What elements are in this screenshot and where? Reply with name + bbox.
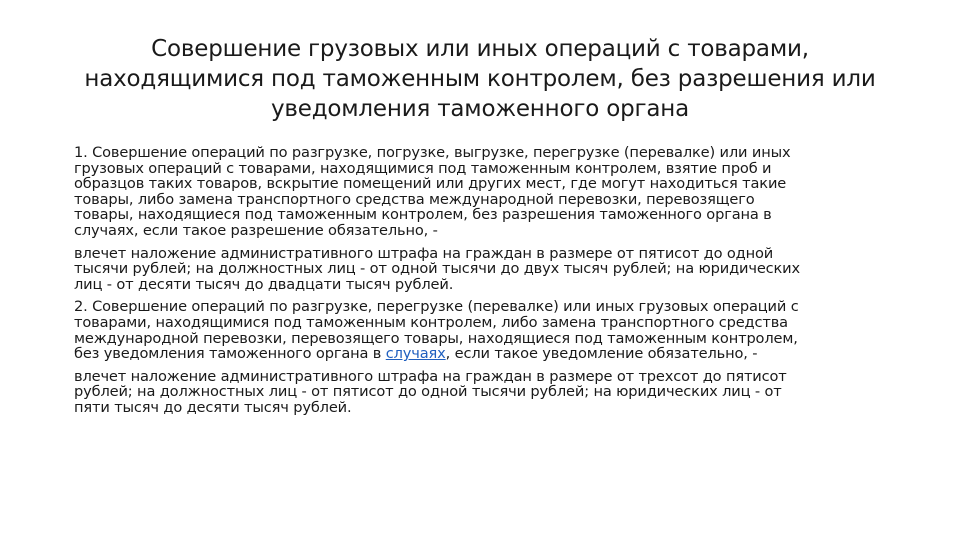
text-line: товары, находящиеся под таможенным контролем, без разрешения таможенного органа в [74, 206, 772, 224]
text-line: грузовых операций с товарами, находящимися под таможенным контролем, взятие проб и [74, 159, 772, 177]
paragraph-penalty-1 [74, 246, 890, 293]
text-line: 2. Совершение операций по разгрузке, перегрузке (перевалке) или иных грузовых операций с [74, 298, 799, 316]
text-line: влечет наложение административного штрафа на граждан в размере от трехсот до пятисот [74, 367, 787, 385]
text-segment: , если такое уведомление обязательно, - [445, 345, 758, 363]
text-line: товары, либо замена транспортного средства международной перевозки, перевозящего [74, 190, 755, 208]
text-line: пяти тысяч до десяти тысяч рублей. [74, 398, 352, 416]
text-line: рублей; на должностных лиц - от пятисот до одной тысячи рублей; на юридических лиц - от [74, 383, 782, 401]
title-line: уведомления таможенного органа [270, 96, 689, 122]
text-line: тысячи рублей; на должностных лиц - от одной тысячи до двух тысяч рублей; на юридических [74, 260, 801, 278]
slide-title [60, 34, 900, 124]
paragraph-offense-2 [74, 299, 890, 361]
text-line: случаях, если такое разрешение обязательно, - [74, 221, 438, 239]
text-line: влечет наложение административного штрафа на граждан в размере от пятисот до одной [74, 244, 774, 262]
title-line: находящимися под таможенным контролем, без разрешения или [84, 66, 876, 92]
slide-body [74, 145, 890, 423]
text-line: товарами, находящимися под таможенным контролем, либо замена транспортного средства [74, 313, 788, 331]
title-line: Совершение грузовых или иных операций с товарами, [151, 36, 809, 62]
text-line: 1. Совершение операций по разгрузке, погрузке, выгрузке, перегрузке (перевалке) или иных [74, 144, 791, 161]
text-line-with-link [74, 346, 890, 362]
text-line: образцов таких товаров, вскрытие помещений или других мест, где могут находиться такие [74, 175, 787, 193]
cases-link[interactable]: случаях [385, 345, 446, 363]
text-line: лиц - от десяти тысяч до двадцати тысяч рублей. [74, 275, 454, 293]
paragraph-penalty-2 [74, 369, 890, 416]
text-segment: без уведомления таможенного органа в [74, 345, 386, 363]
paragraph-offense-1 [74, 145, 890, 239]
text-line: международной перевозки, перевозящего товары, находящиеся под таможенным контролем, [74, 329, 798, 347]
